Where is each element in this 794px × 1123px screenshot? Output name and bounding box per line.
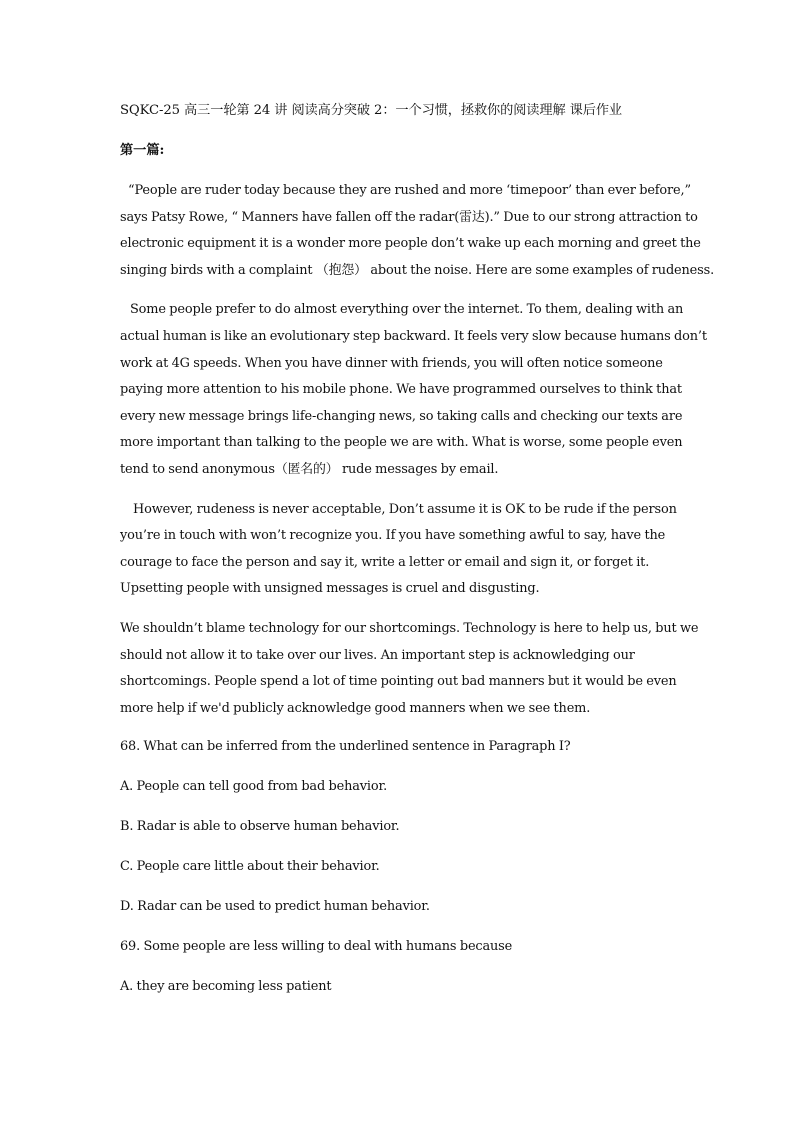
paragraph-line: should not allow it to take over our lives. An important step is acknowledging our	[120, 647, 635, 663]
paragraph-line: shortcomings. People spend a lot of time pointing out bad manners but it would be even	[120, 674, 677, 690]
paragraph-line: actual human is like an evolutionary step backward. It feels very slow because humans don’t	[120, 328, 707, 344]
paragraph-line: We shouldn’t blame technology for our shortcomings. Technology is here to help us, but we	[120, 620, 699, 636]
question-68-stem: 68. What can be inferred from the underlined sentence in Paragraph Ⅰ?	[120, 739, 571, 755]
section-label: 第一篇:	[120, 143, 165, 158]
worksheet-title: SQKC-25 高三一轮第 24 讲 阅读高分突破 2：一个习惯，拯救你的阅读理解 课后作业	[120, 103, 623, 118]
paragraph-line: says Patsy Rowe, “ Manners have fallen off the radar(雷达).” Due to our strong attraction to	[120, 209, 698, 225]
paragraph-line: more help if we'd publicly acknowledge good manners when we see them.	[120, 700, 591, 716]
paragraph-3	[120, 497, 685, 603]
paragraph-line: work at 4G speeds. When you have dinner with friends, you will often notice someone	[120, 355, 663, 371]
paragraph-line: However, rudeness is never acceptable, Don’t assume it is OK to be rude if the person	[133, 501, 677, 517]
paragraph-4	[120, 616, 699, 722]
question-68-option-b: B. Radar is able to observe human behavior.	[120, 819, 400, 835]
paragraph-line: singing birds with a complaint （抱怨） about the noise. Here are some examples of rudeness.	[120, 262, 715, 278]
question-69-option-a: A. they are becoming less patient	[120, 979, 332, 995]
paragraph-1	[120, 178, 715, 284]
paragraph-2	[120, 297, 707, 483]
question-69-stem: 69. Some people are less willing to deal with humans because	[120, 939, 513, 955]
question-68-option-a: A. People can tell good from bad behavior.	[120, 779, 388, 795]
paragraph-line: more important than talking to the people we are with. What is worse, some people even	[120, 435, 683, 451]
paragraph-line: courage to face the person and say it, write a letter or email and sign it, or forget it.	[120, 554, 650, 570]
paragraph-line: electronic equipment it is a wonder more people don’t wake up each morning and greet the	[120, 236, 701, 252]
paragraph-line: “People are ruder today because they are rushed and more ‘timepoor’ than ever before,”	[128, 183, 691, 198]
paragraph-line: you’re in touch with won’t recognize you. If you have something awful to say, have the	[120, 528, 666, 544]
paragraph-line: tend to send anonymous（匿名的） rude messages by email.	[120, 461, 499, 477]
paragraph-line: paying more attention to his mobile phone. We have programmed ourselves to think that	[120, 382, 682, 398]
paragraph-line: Some people prefer to do almost everything over the internet. To them, dealing with an	[130, 302, 684, 318]
document-body	[120, 100, 715, 999]
paragraph-line: Upsetting people with unsigned messages is cruel and disgusting.	[120, 581, 540, 597]
question-68-option-d: D. Radar can be used to predict human behavior.	[120, 899, 430, 915]
question-68-option-c: C. People care little about their behavior.	[120, 859, 380, 875]
paragraph-line: every new message brings life-changing news, so taking calls and checking our texts are	[120, 408, 683, 424]
